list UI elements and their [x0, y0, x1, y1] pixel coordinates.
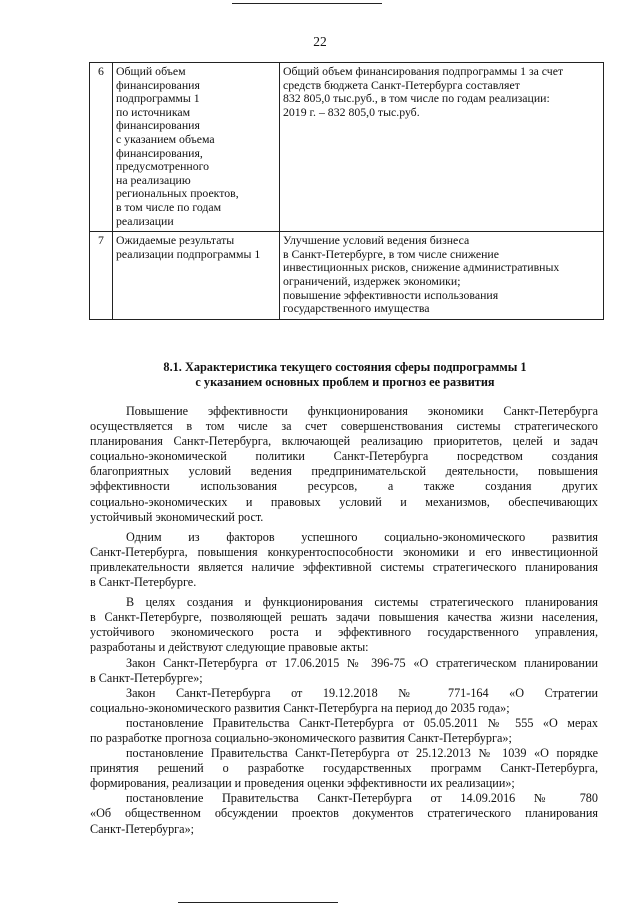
text-line: постановление Правительства Санкт-Петербурга от 05.05.2011 № 555 «О мерах	[126, 715, 598, 730]
label-line: финансирования,	[116, 145, 203, 160]
text-line: Закон Санкт-Петербурга от 17.06.2015 № 396-75 «О стратегическом планировании	[126, 655, 598, 670]
text-line: по разработке прогноза социально-экономического развития Санкт-Петербурга»;	[90, 730, 512, 745]
label-line: подпрограммы 1	[116, 91, 200, 106]
text-line: Санкт-Петербурга, повышения конкурентоспособности экономики и его инвестиционной	[90, 544, 598, 559]
value-line: в Санкт-Петербурге, в том числе снижение	[283, 246, 499, 261]
paragraph	[90, 530, 598, 590]
value-line: 2019 г. – 832 805,0 тыс.руб.	[283, 104, 420, 119]
text-line: В целях создания и функционирования системы стратегического планирования	[126, 595, 598, 610]
value-line: Общий объем финансирования подпрограммы 1 за счет	[283, 64, 564, 78]
paragraph	[90, 716, 598, 746]
section-heading-line: 8.1. Характеристика текущего состояния сферы подпрограммы 1	[163, 360, 527, 374]
value-line: инвестиционных рисков, снижение административных	[283, 260, 560, 275]
text-line: устойчивого экономического роста и эффективного государственного управления,	[90, 625, 598, 640]
text-line: принятия решений о разработке государственных программ Санкт-Петербурга,	[90, 761, 598, 776]
label-line: на реализацию	[116, 172, 191, 187]
text-line: Одним из факторов успешного социально-экономического развития	[126, 529, 598, 544]
label-line: реализации	[116, 213, 174, 228]
text-line: в Санкт-Петербурге»;	[90, 670, 203, 685]
text-line: социально-экономических и правовых условий и механизмов, обеспечивающих	[90, 494, 598, 509]
row-label	[113, 63, 280, 232]
text-line: социально-экономического развития Санкт-Петербурга на период до 2035 года»;	[90, 700, 510, 715]
text-line: осуществляется в том числе за счет совершенствования системы стратегического	[90, 419, 598, 434]
text-line: планирования Санкт-Петербурга, включающей реализацию приоритетов, целей и задач	[90, 434, 598, 449]
text-line: разработаны и действуют следующие правовые акты:	[90, 640, 369, 655]
text-line: благоприятных условий ведения предпринимательской деятельности, повышения	[90, 464, 598, 479]
scan-edge-bottom	[178, 902, 338, 903]
text-line: «Об общественном обсуждении проектов документов стратегического планирования	[90, 806, 598, 821]
text-line: постановление Правительства Санкт-Петербурга от 14.09.2016 № 780	[126, 791, 598, 806]
row-label	[113, 232, 280, 320]
table-row	[90, 63, 604, 232]
text-line: эффективности использования ресурсов, а также создания других	[90, 479, 598, 494]
label-line: по источникам	[116, 104, 191, 119]
paragraph	[90, 656, 598, 686]
text-line: постановление Правительства Санкт-Петербурга от 25.12.2013 № 1039 «О порядке	[126, 746, 598, 761]
value-line: Улучшение условий ведения бизнеса	[283, 233, 470, 248]
text-line: формирования, реализации и проведения оценки эффективности их реализации»;	[90, 776, 515, 791]
paragraph	[90, 404, 598, 525]
text-line: социально-экономической политики Санкт-Петербурга посредством создания	[90, 449, 598, 464]
paragraph	[90, 746, 598, 791]
passport-table	[89, 62, 604, 320]
row-value	[280, 232, 604, 320]
text-line: Закон Санкт-Петербурга от 19.12.2018 № 771-164 «О Стратегии	[126, 685, 598, 700]
text-line: привлекательности является наличие эффективной системы стратегического планирования	[90, 559, 598, 574]
table-row	[90, 232, 604, 320]
label-line: реализации подпрограммы 1	[116, 246, 261, 261]
row-number: 7	[90, 232, 113, 320]
label-line: Общий объем	[116, 64, 186, 78]
value-line: средств бюджета Санкт-Петербурга составляет	[283, 77, 520, 92]
page-number: 22	[313, 34, 327, 49]
text-line: в Санкт-Петербурге.	[90, 575, 197, 590]
value-line: 832 805,0 тыс.руб., в том числе по годам реализации:	[283, 91, 550, 106]
label-line: с указанием объема	[116, 131, 215, 146]
paragraph	[90, 595, 598, 655]
text-line: устойчивый экономический рост.	[90, 509, 264, 524]
label-line: финансирования	[116, 118, 200, 133]
body-text	[90, 404, 598, 837]
section-heading-line: с указанием основных проблем и прогноз ее развития	[195, 375, 495, 389]
label-line: финансирования	[116, 77, 200, 92]
text-line: Санкт-Петербурга»;	[90, 821, 195, 836]
label-line: в том числе по годам	[116, 199, 222, 214]
text-line: в Санкт-Петербурге, позволяющей решать задачи повышения качества жизни населения,	[90, 610, 598, 625]
label-line: региональных проектов,	[116, 186, 239, 201]
label-line: предусмотренного	[116, 159, 210, 174]
value-line: ограничений, издержек экономики;	[283, 273, 461, 288]
value-line: повышение эффективности использования	[283, 287, 499, 302]
label-line: Ожидаемые результаты	[116, 233, 235, 248]
text-line: Повышение эффективности функционирования экономики Санкт-Петербурга	[126, 404, 598, 418]
row-number: 6	[90, 63, 113, 232]
row-value	[280, 63, 604, 232]
paragraph	[90, 686, 598, 716]
value-line: государственного имущества	[283, 301, 430, 316]
scan-edge-top	[232, 3, 382, 4]
section-heading	[90, 360, 600, 390]
paragraph	[90, 791, 598, 836]
